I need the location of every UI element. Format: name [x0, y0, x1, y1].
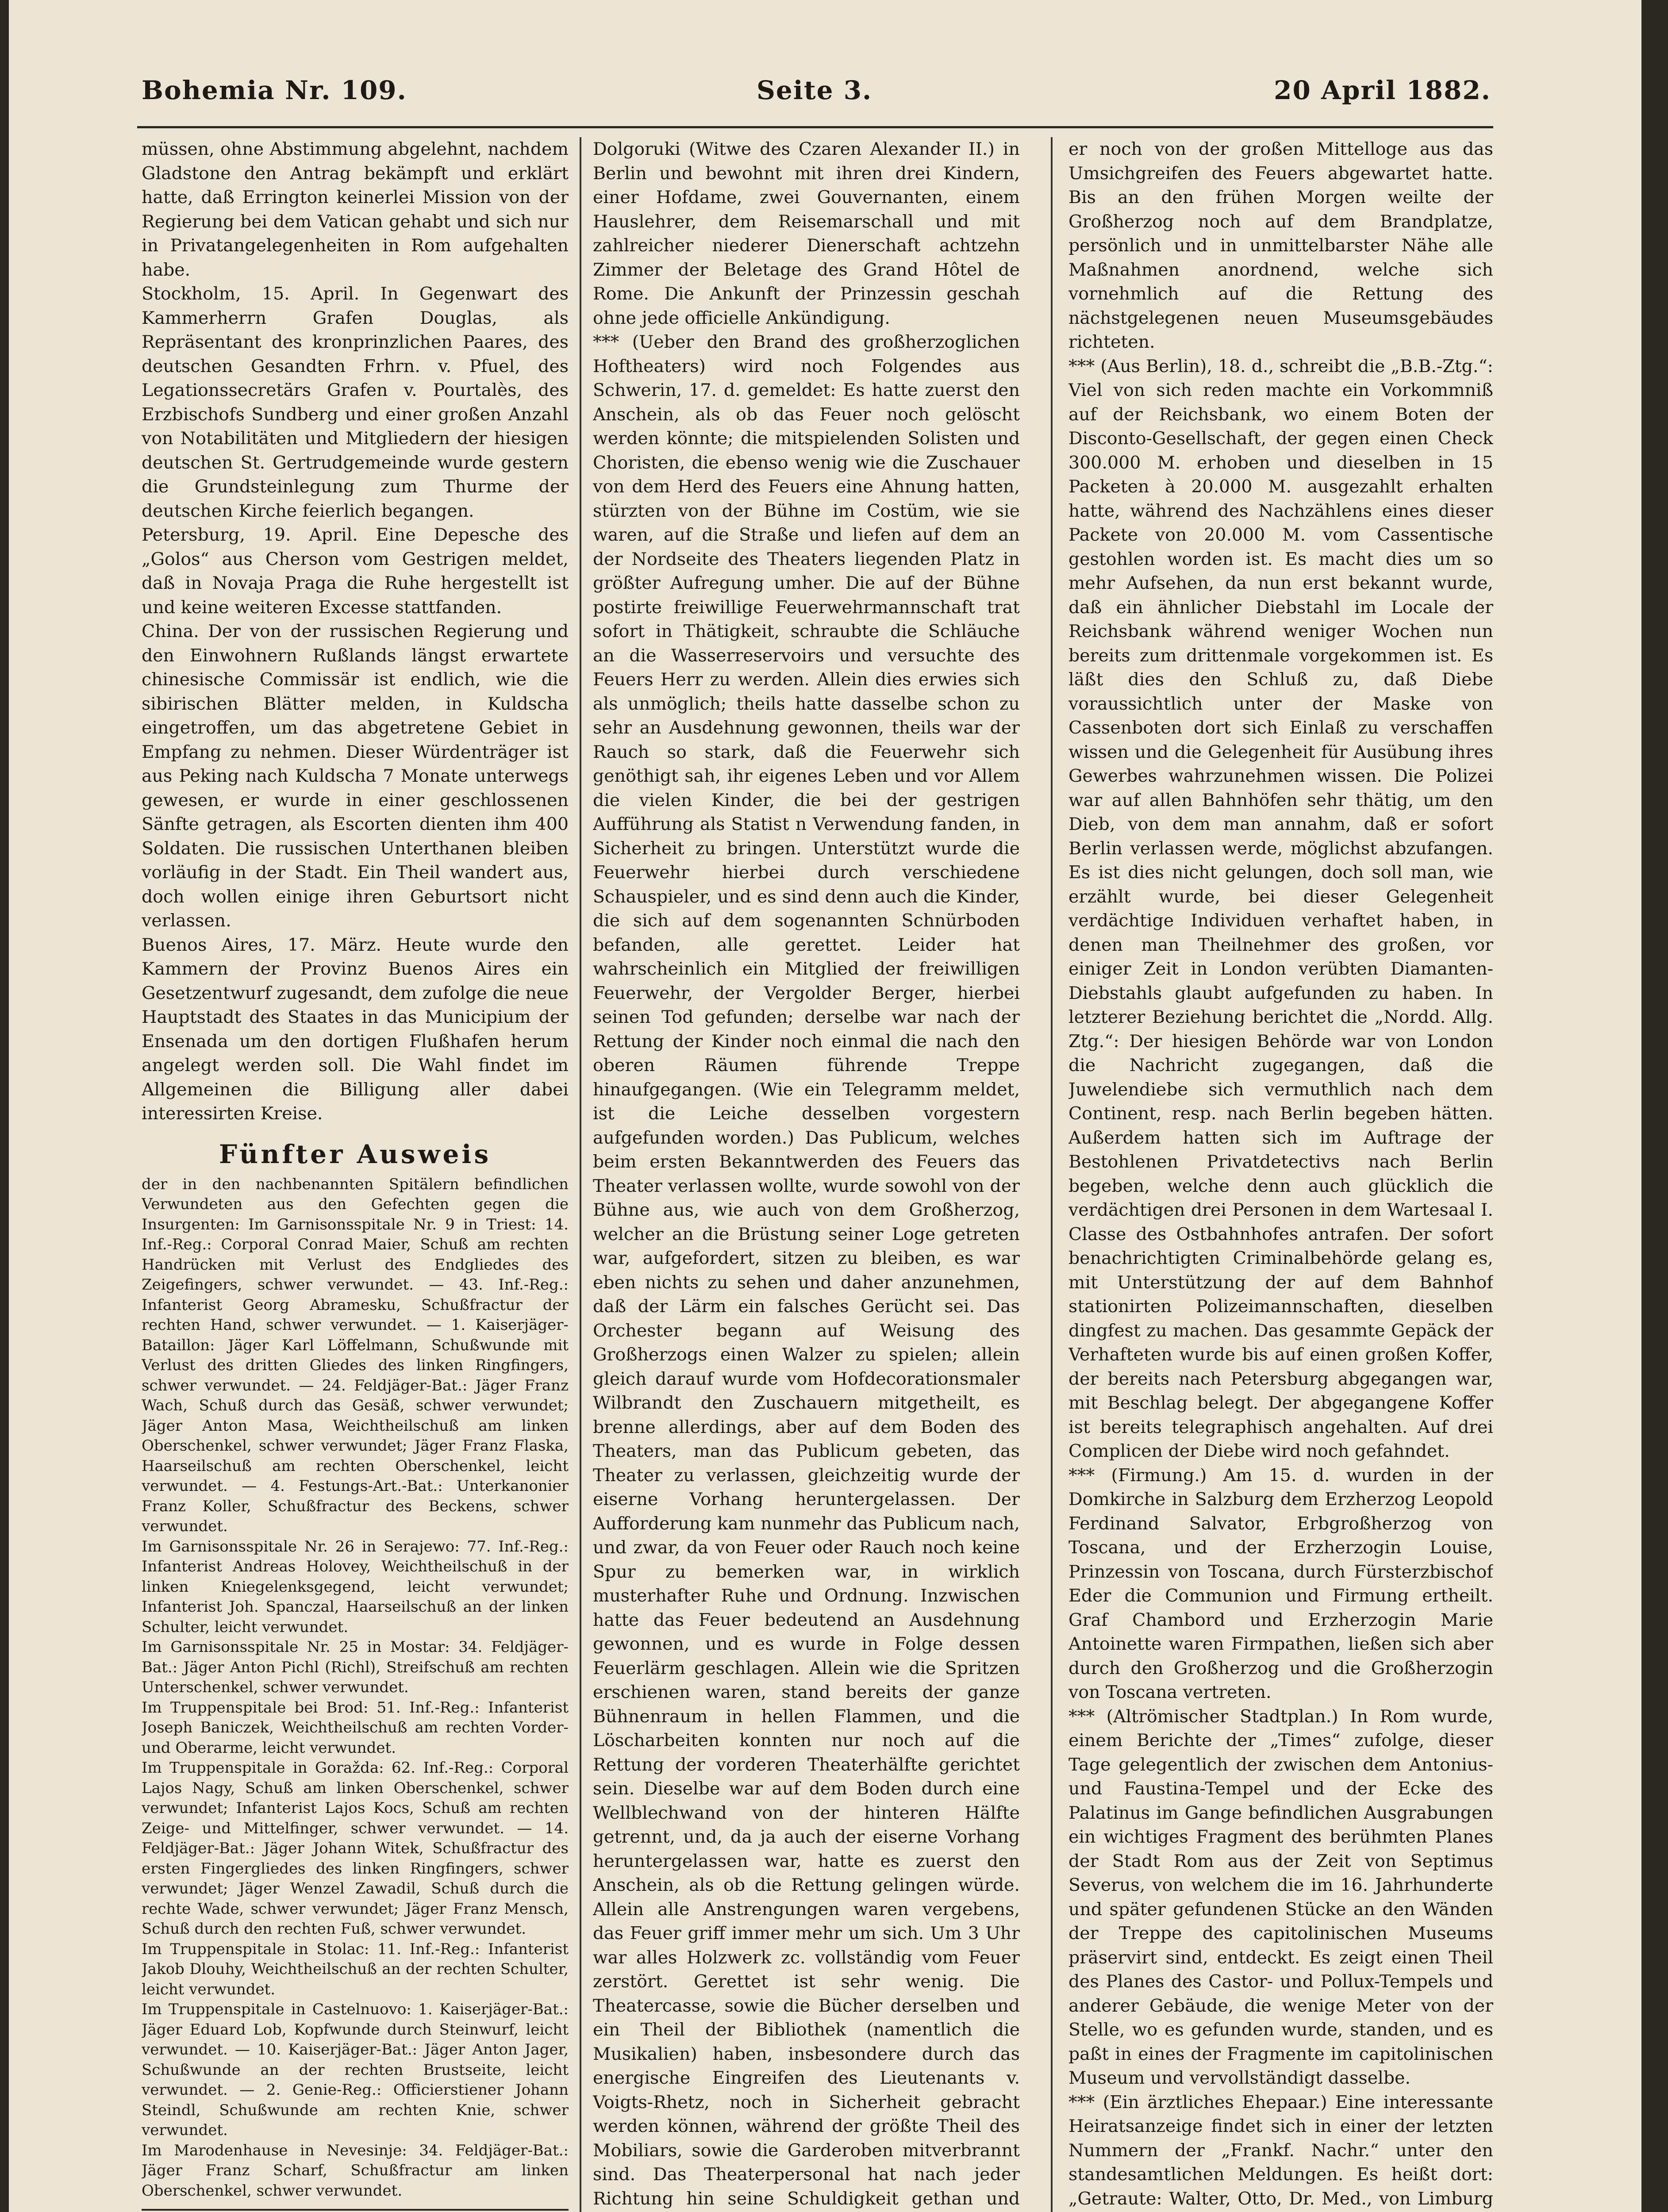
casualty-entry: Im Truppenspitale in Castelnuovo: 1. Kaiserjäger-Bat.: Jäger Eduard Lob, Kopfwunde durch Steinwurf, leicht verwundet. — 10. Kaiserjäger-Bat.: Jäger Anton Jager, Schußwunde an der rechten Brustseite, leicht verwundet. — 2. Genie-Reg.: Officierstiener Johann Steindl, Schußwunde am rechten Knie, schwer verwundet.: [142, 2001, 569, 2139]
casualty-report-heading: Fünfter Ausweis: [219, 1139, 492, 1169]
casualty-report: [142, 1175, 569, 2201]
casualty-entry: Im Truppenspitale bei Brod: 51. Inf.-Reg.: Infanterist Joseph Baniczek, Weichtheilschuß am rechten Vorder- und Oberarme, leicht verwundet.: [142, 1698, 569, 1757]
article-paragraph: *** (Ein ärztliches Ehepaar.) Eine interessante Heiratsanzeige findet sich in einer der letzten Nummern der „Frankf. Nachr.“ unter den standesamtlichen Meldungen. Es heißt dort: „Getraute: Walter, Otto, Dr. Med., von Limburg: [1068, 2092, 1493, 2209]
column-divider: [580, 137, 581, 2212]
article-paragraph: Stockholm, 15. April. In Gegenwart des Kammerherrn Grafen Douglas, als Repräsentant des kronprinzlichen Paares, des deutschen Gesandten Frhrn. v. Pfuel, des Legationssecretärs Grafen v. Pourtalès, des Erzbischofs Sundberg und einer großen Anzahl von Notabilitäten und Mitgliedern der hiesigen deutschen St. Gertrudgemeinde wurde gestern die Grundsteinlegung zum Thurme der deutschen Kirche feierlich begangen.: [142, 284, 569, 521]
article-paragraph: er noch von der großen Mittelloge aus das Umsichgreifen des Feuers abgewartet hatte. Bis an den frühen Morgen weilte der Großherzog noch auf dem Brandplatze, persönlich und in unmittelbarster Nähe alle Maßnahmen anordnend, welche sich vornehmlich auf die Rettung des nächstgelegenen neuen Museumsgebäudes richteten.: [1068, 139, 1493, 352]
newspaper-issue: Bohemia Nr. 109.: [142, 75, 407, 105]
casualty-entry: Im Truppenspitale in Goražda: 62. Inf.-Reg.: Corporal Lajos Nagy, Schuß am linken Oberschenkel, schwer verwundet; Infanterist Lajos Kocs, Schuß am rechten Zeige- und Mittelfinger, schwer verwundet. — 14. Feldjäger-Bat.: Jäger Johann Witek, Schußfractur des ersten Fingergliedes des linken Ringfingers, schwer verwundet; Jäger Wenzel Zawadil, Schuß durch die rechte Wade, schwer verwundet; Jäger Franz Mensch, Schuß durch den rechten Fuß, schwer verwundet.: [142, 1759, 569, 1938]
section-rule: [142, 2209, 569, 2211]
issue-date: 20 April 1882.: [1274, 75, 1491, 105]
page-number: Seite 3.: [757, 75, 872, 105]
column-divider: [1051, 137, 1053, 2212]
header-rule: [137, 126, 1493, 128]
casualty-entry: Im Truppenspitale in Stolac: 11. Inf.-Reg.: Infanterist Jakob Dlouhy, Weichtheilschuß an der rechten Schulter, leicht verwundet.: [142, 1940, 569, 1998]
page-header: [142, 75, 1491, 115]
article-paragraph: müssen, ohne Abstimmung abgelehnt, nachdem Gladstone den Antrag bekämpft und erklärt hatte, daß Errington keinerlei Mission von der Regierung bei dem Vatican gehabt und sich nur in Privatangelegenheiten in Rom aufgehalten habe.: [142, 139, 569, 280]
column-1: [142, 137, 569, 2212]
article-paragraph: Petersburg, 19. April. Eine Depesche des „Golos“ aus Cherson vom Gestrigen meldet, daß in Novaja Praga die Ruhe hergestellt ist und keine weiteren Excesse stattfanden.: [142, 525, 569, 618]
column-3: [1068, 137, 1493, 2212]
casualty-entry: Im Garnisonsspitale Nr. 26 in Serajewo: 77. Inf.-Reg.: Infanterist Andreas Holovey, Weichtheilschuß in der linken Kniegelenksgegend, leicht verwundet; Infanterist Joh. Spanczal, Haarseilschuß an der linken Schulter, leicht verwundet.: [142, 1537, 569, 1636]
article-paragraph: *** (Aus Berlin), 18. d., schreibt die „B.B.-Ztg.“: Viel von sich reden machte ein Vorkommniß auf der Reichsbank, wo einem Boten der Disconto-Gesellschaft, der gegen einen Check 300.000 M. erhoben und dieselben in 15 Packeten à 20.000 M. ausgezahlt erhalten hatte, während des Nachzählens eines dieser Packete von 20.000 M. vom Cassentische gestohlen worden ist. Es macht dies um so mehr Aufsehen, da nun erst bekannt wurde, daß ein ähnlicher Diebstahl im Locale der Reichsbank während weniger Wochen nun bereits zum drittenmale vorgekommen ist. Es läßt dies den Schluß zu, daß Diebe voraussichtlich unter der Maske von Cassenboten dort sich Einlaß zu verschaffen wissen und die Gelegenheit für Ausübung ihres Gewerbes wahrzunehmen wissen. Die Polizei war auf allen Bahnhöfen sehr thätig, um den Dieb, von dem man annahm, daß er sofort Berlin verlassen werde, möglichst abzufangen. Es ist dies nicht gelungen, doch soll man, wie erzählt wurde, bei dieser Gelegenheit verdächtige Individuen verhaftet haben, in denen man Theilnehmer des großen, vor einiger Zeit in London verübten Diamanten-Diebstahls glaubt aufgefunden zu haben. In letzterer Beziehung berichtet die „Nordd. Allg. Ztg.“: Der hiesigen Behörde war von London die Nachricht zugegangen, daß die Juwelendiebe sich vermuthlich nach dem Continent, resp. nach Berlin begeben hätten. Außerdem hatten sich im Auftrage der Bestohlenen Privatdetectivs nach Berlin begeben, welche denn auch glücklich die verdächtigen drei Personen in dem Wartesaal I. Classe des Ostbahnhofes antrafen. Der sofort benachrichtigten Criminalbehörde gelang es, mit Unterstützung der auf dem Bahnhof stationirten Polizeimannschaften, dieselben dingfest zu machen. Das gesammte Gepäck der Verhafteten wurde bis auf einen großen Koffer, der bereits nach Petersburg abgegangen war, mit Beschlag belegt. Der abgegangene Koffer ist bereits telegraphisch angehalten. Auf drei Complicen der Diebe wird noch gefahndet.: [1068, 356, 1493, 1461]
casualty-entry: Im Marodenhause in Nevesinje: 34. Feldjäger-Bat.: Jäger Franz Scharf, Schußfractur am linken Oberschenkel, schwer verwundet.: [142, 2141, 569, 2200]
casualty-entry: der in den nachbenannten Spitälern befindlichen Verwundeten aus den Gefechten gegen die Insurgenten: Im Garnisonsspitale Nr. 9 in Triest: 14. Inf.-Reg.: Corporal Conrad Maier, Schuß am rechten Handrücken mit Verlust des Endgliedes des Zeigefingers, schwer verwundet. — 43. Inf.-Reg.: Infanterist Georg Abramesku, Schußfractur der rechten Hand, schwer verwundet. — 1. Kaiserjäger-Bataillon: Jäger Karl Löffelmann, Schußwunde mit Verlust des dritten Gliedes des linken Ringfingers, schwer verwundet. — 24. Feldjäger-Bat.: Jäger Franz Wach, Schuß durch das Gesäß, schwer verwundet; Jäger Anton Masa, Weichtheilschuß am linken Oberschenkel, schwer verwundet; Jäger Franz Flaska, Haarseilschuß am rechten Oberschenkel, leicht verwundet. — 4. Festungs-Art.-Bat.: Unterkanonier Franz Koller, Schußfractur des Beckens, schwer verwundet.: [142, 1175, 569, 1535]
casualty-entry: Im Garnisonsspitale Nr. 25 in Mostar: 34. Feldjäger-Bat.: Jäger Anton Pichl (Richl), Streifschuß am rechten Unterschenkel, schwer verwundet.: [142, 1638, 569, 1696]
article-paragraph: Dolgoruki (Witwe des Czaren Alexander II.) in Berlin und bewohnt mit ihren drei Kindern, einer Hofdame, zwei Gouvernanten, einem Hauslehrer, dem Reisemarschall und mit zahlreicher niederer Dienerschaft achtzehn Zimmer der Beletage des Grand Hôtel de Rome. Die Ankunft der Prinzessin geschah ohne jede officielle Ankündigung.: [593, 139, 1020, 328]
column-2: [593, 137, 1020, 2212]
newspaper-page: [9, 0, 1641, 2212]
article-paragraph: *** (Firmung.) Am 15. d. wurden in der Domkirche in Salzburg dem Erzherzog Leopold Ferdinand Salvator, Erbgroßherzog von Toscana, und der Erzherzogin Louise, Prinzessin von Toscana, durch Fürsterzbischof Eder die Communion und Firmung ertheilt. Graf Chambord und Erzherzogin Marie Antoinette waren Firmpathen, ließen sich aber durch den Großherzog und die Großherzogin von Toscana vertreten.: [1068, 1465, 1493, 1702]
article-paragraph: *** (Altrömischer Stadtplan.) In Rom wurde, einem Berichte der „Times“ zufolge, dieser Tage gelegentlich der zwischen dem Antonius- und Faustina-Tempel und der Ecke des Palatinus im Gange befindlichen Ausgrabungen ein wichtiges Fragment des berühmten Planes der Stadt Rom aus der Zeit von Septimus Severus, von welchem die im 16. Jahrhunderte und später gefundenen Stücke an den Wänden der Treppe des capitolinischen Museums präservirt sind, entdeckt. Es zeigt einen Theil des Planes des Castor- und Pollux-Tempels und anderer Gebäude, die wenige Meter von der Stelle, wo es gefunden wurde, standen, und es paßt in eines der Fragmente im capitolinischen Museum und vervollständigt dasselbe.: [1068, 1706, 1493, 2088]
article-paragraph: China. Der von der russischen Regierung und den Einwohnern Rußlands längst erwartete chinesische Commissär ist endlich, wie die sibirischen Blätter melden, in Kuldscha eingetroffen, um das abgetretene Gebiet in Empfang zu nehmen. Dieser Würdenträger ist aus Peking nach Kuldscha 7 Monate unterwegs gewesen, er wurde in einer geschlossenen Sänfte getragen, als Escorten dienten ihm 400 Soldaten. Die russischen Unterthanen bleiben vorläufig in der Stadt. Ein Theil wandert aus, doch wollen einige ihren Geburtsort nicht verlassen.: [142, 621, 569, 931]
article-paragraph: *** (Ueber den Brand des großherzoglichen Hoftheaters) wird noch Folgendes aus Schwerin, 17. d. gemeldet: Es hatte zuerst den Anschein, als ob das Feuer noch gelöscht werden könnte; die mitspielenden Solisten und Choristen, die ebenso wenig wie die Zuschauer von dem Herd des Feuers eine Ahnung hatten, stürzten von der Bühne im Costüm, wie sie waren, auf die Straße und liefen auf dem an der Nordseite des Theaters liegenden Platz in größter Aufregung umher. Die auf der Bühne postirte freiwillige Feuerwehrmannschaft trat sofort in Thätigkeit, schraubte die Schläuche an die Wasserreservoirs und versuchte des Feuers Herr zu werden. Allein dies erwies sich als unmöglich; theils hatte dasselbe schon zu sehr an Ausdehnung gewonnen, theils war der Rauch so stark, daß die Feuerwehr sich genöthigt sah, ihr eigenes Leben und vor Allem die vielen Kinder, die bei der gestrigen Aufführung als Statist n Verwendung fanden, in Sicherheit zu bringen. Unterstützt wurde die Feuerwehr hierbei durch verschiedene Schauspieler, und es sind denn auch die Kinder, die sich auf dem sogenannten Schnürboden befanden, alle gerettet. Leider hat wahrscheinlich ein Mitglied der freiwilligen Feuerwehr, der Vergolder Berger, hierbei seinen Tod gefunden; derselbe war nach der Rettung der Kinder noch einmal die nach den oberen Räumen führende Treppe hinaufgegangen. (Wie ein Telegramm meldet, ist die Leiche desselben vorgestern aufgefunden worden.) Das Publicum, welches beim ersten Bekanntwerden des Feuers das Theater verlassen wollte, wurde sowohl von der Bühne aus, wie auch von dem Großherzog, welcher an die Brüstung seiner Loge getreten war, aufgefordert, sitzen zu bleiben, es war eben nichts zu sehen und daher anzunehmen, daß der Lärm ein falsches Gerücht sei. Das Orchester begann auf Weisung des Großherzogs einen Walzer zu spielen; allein gleich darauf wurde vom Hofdecorationsmaler Wilbrandt den Zuschauern mitgetheilt, es brenne allerdings, aber auf dem Boden des Theaters, man das Publicum gebeten, das Theater zu verlassen, gleichzeitig wurde der eiserne Vorhang heruntergelassen. Der Aufforderung kam nunmehr das Publicum nach, und zwar, da von Feuer oder Rauch noch keine Spur zu bemerken war, in wirklich musterhafter Ruhe und Ordnung. Inzwischen hatte das Feuer bedeutend an Ausdehnung gewonnen, und es wurde in Folge dessen Feuerlärm geschlagen. Allein wie die Spritzen erschienen waren, stand bereits der ganze Bühnenraum in hellen Flammen, und die Löscharbeiten konnten nur noch auf die Rettung der vorderen Theaterhälfte gerichtet sein. Dieselbe war auf dem Boden durch eine Wellblechwand von der hinteren Hälfte getrennt, und, da ja auch der eiserne Vorhang heruntergelassen war, hatte es zuerst den Anschein, als ob die Rettung gelingen würde. Allein alle Anstrengungen waren vergebens, das Feuer griff immer mehr um sich. Um 3 Uhr war alles Holzwerk zc. vollständig vom Feuer zerstört. Gerettet ist sehr wenig. Die Theatercasse, sowie die Bücher derselben und ein Theil der Bibliothek (namentlich die Musikalien) haben, insbesondere durch das energische Eingreifen des Lieutenants v. Voigts-Rhetz, noch in Sicherheit gebracht werden können, während der größte Theil des Mobiliars, sowie die Garderoben mitverbrannt sind. Das Theaterpersonal hat nach jeder Richtung hin seine Schuldigkeit gethan und: [593, 332, 1020, 2209]
article-paragraph: Buenos Aires, 17. März. Heute wurde den Kammern der Provinz Buenos Aires ein Gesetzentwurf zugesandt, dem zufolge die neue Hauptstadt des Staates in das Municipium der Ensenada um den dortigen Flußhafen herum angelegt werden soll. Die Wahl findet im Allgemeinen die Billigung aller dabei interessirten Kreise.: [142, 934, 569, 1124]
